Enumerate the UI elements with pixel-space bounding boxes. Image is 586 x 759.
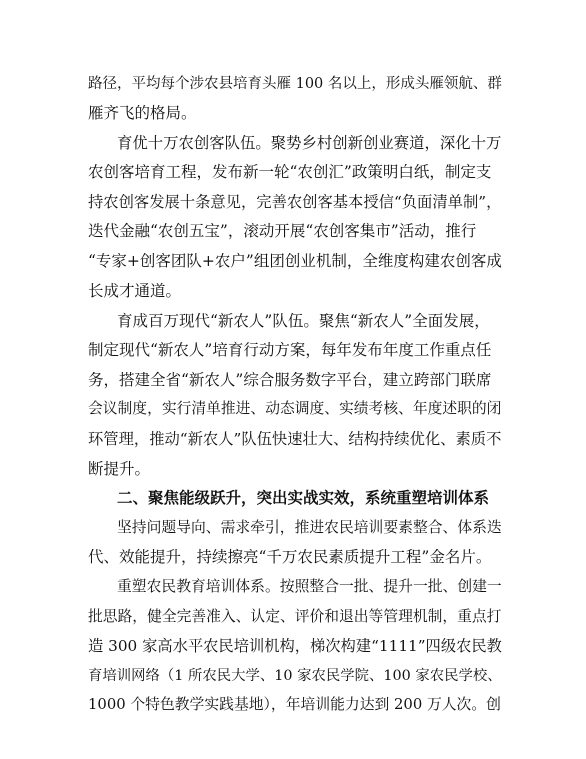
- paragraph-lead-line: 重塑农民教育培训体系。按照整合一批、提升一批、创建一: [117, 578, 502, 595]
- paragraph-lead-line: 育成百万现代“新农人”队伍。聚焦“新农人”全面发展，: [117, 312, 490, 330]
- text-line: 雁齐飞的格局。: [88, 104, 197, 122]
- section-heading: 二、聚焦能级跃升，突出实战实效，系统重塑培训体系: [117, 489, 490, 507]
- text-line: 路径，平均每个涉农县培育头雁 100 名以上，形成头雁领航、群: [88, 76, 502, 92]
- text-line: 环管理，推动“新农人”队伍快速壮大、结构持续优化、素质不: [88, 430, 502, 448]
- text-line: 1000 个特色教学实践基地），年培训能力达到 200 万人次。创: [88, 696, 501, 713]
- text-line: 断提升。: [88, 460, 151, 478]
- text-line: 代、效能提升，持续擦亮“千万农民素质提升工程”金名片。: [88, 548, 492, 566]
- text-line: 迭代金融“农创五宝”，滚动开展“农创客集市”活动，推行: [88, 222, 477, 240]
- paragraph-lead-line: 育优十万农创客队伍。聚势乡村创新创业赛道，深化十万: [117, 134, 502, 152]
- text-line: 育培训网络（1 所农民大学、10 家农民学院、100 家农民学校、: [88, 668, 502, 684]
- text-line: “专家+创客团队+农户”组团创业机制，全维度构建农创客成: [88, 252, 502, 270]
- text-line: 务，搭建全省“新农人”综合服务数字平台，建立跨部门联席: [88, 371, 492, 389]
- text-line: 农创客培育工程，发布新一轮“农创汇”政策明白纸，制定支: [88, 163, 492, 181]
- text-line: 会议制度，实行清单推进、动态调度、实绩考核、年度述职的闭: [88, 400, 502, 417]
- paragraph-lead-line: 坚持问题导向、需求牵引，推进农民培训要素整合、体系迭: [117, 519, 502, 536]
- text-line: 造 300 家高水平农民培训机构，梯次构建“1111”四级农民教: [88, 637, 502, 655]
- text-line: 批思路，健全完善准入、认定、评价和退出等管理机制，重点打: [88, 608, 502, 625]
- text-line: 制定现代“新农人”培育行动方案，每年发布年度工作重点任: [88, 341, 492, 359]
- text-line: 持农创客发展十条意见，完善农创客基本授信“负面清单制”，: [88, 193, 502, 211]
- text-line: 长成才通道。: [88, 282, 182, 300]
